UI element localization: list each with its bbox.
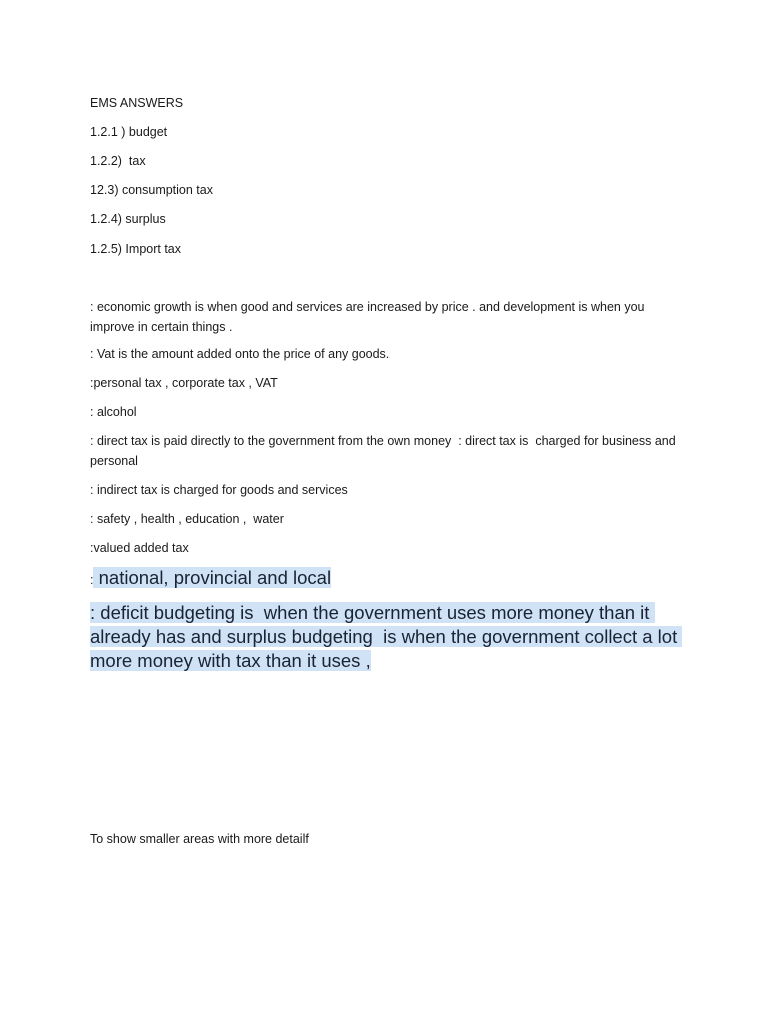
note-paragraph: : alcohol [90, 405, 137, 419]
note-paragraph: : Vat is the amount added onto the price of any goods. [90, 347, 390, 361]
answer-line: 1.2.5) Import tax [90, 242, 182, 256]
highlighted-budgeting-text: : deficit budgeting is when the government uses more money than it already has and surplus budgeting is when the government collect a lot more money with tax than it uses , [90, 602, 683, 671]
note-paragraph: :personal tax , corporate tax , VAT [90, 376, 278, 390]
answer-line: 12.3) consumption tax [90, 183, 213, 197]
highlighted-answer-prefix: : [90, 573, 94, 587]
highlighted-answer-text: national, provincial and local [93, 567, 332, 588]
highlighted-answer-levels [90, 566, 680, 592]
note-paragraph: : economic growth is when good and services are increased by price . and development is when you improve in certain things . [90, 300, 648, 334]
note-paragraph: : direct tax is paid directly to the government from the own money : direct tax is charged for business and personal [90, 434, 680, 468]
answer-line: 1.2.4) surplus [90, 212, 166, 226]
document-title: EMS ANSWERS [90, 96, 184, 110]
note-paragraph: : indirect tax is charged for goods and services [90, 483, 348, 497]
answer-line: 1.2.2) tax [90, 154, 146, 168]
footer-line: To show smaller areas with more detailf [90, 832, 309, 846]
note-paragraph: : safety , health , education , water [90, 512, 284, 526]
note-paragraph: :valued added tax [90, 541, 189, 555]
answer-line: 1.2.1 ) budget [90, 125, 168, 139]
highlighted-answer-budgeting [90, 601, 683, 673]
